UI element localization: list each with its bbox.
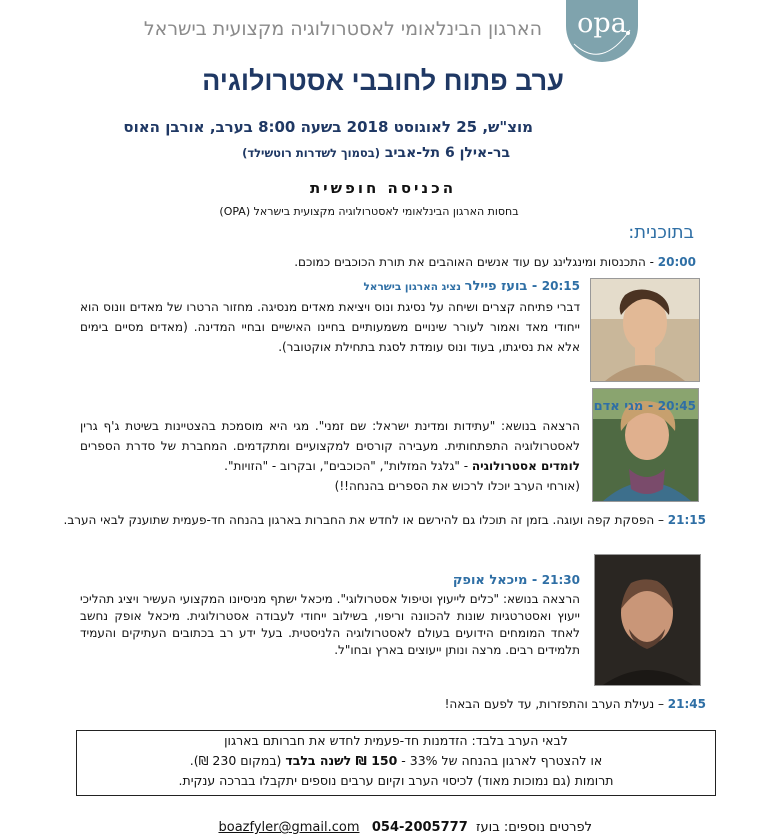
item-text: - התכנסות ומינגלינג עם עוד אנשים האוהבים את תורת הכוכבים כמוכם. [294,255,658,269]
event-address [242,145,510,161]
item-note: (אורחי הערב יוכלו לרכוש את הספרים בהנחה!!) [334,479,580,493]
program-item [80,396,696,417]
sponsor-line: בחסות הארגון הבינלאומי לאסטרולוגיה מקצועית בישראל (OPA) [219,205,519,218]
offer-price: 150 ₪ לשנה בלבד [285,753,398,768]
offer-line-1: לבאי הערב בלבד: הזדמנות חד-פעמית לחדש את חברותם בארגון [224,733,568,748]
speaker-name: - בועז פיילר [464,279,542,294]
item-description: הרצאה בנושא: "כלים לייעוץ וטיפול אסטרולוגי". מיכאל ישתף מניסיונו המקצועי העשיר ויציג תהליכי ייעוץ ואסטרטגיות שונות להכוונה וריפוי, בשילוב ייחודי לעבודה אסטרולוגית. מיכאל אופק נחשב לאחד המומחים הידועים בעולם לאסטרולוגיה הלניסטית. בעל ידע רב בכתובים העתיקים והעמיד תלמידים רבים. מרצה ונותן ייעוצים בארץ ובחו"ל. [80,592,580,657]
speaker-photo-boaz [590,278,700,382]
speaker-name: - מגי אדם [593,399,658,414]
item-text: – הפסקת קפה ועוגה. בזמן זה תוכלו גם להירשם או לחדש את החברות בארגון בהנחה חד-פעמית שתוענק לבאי הערב. [63,513,668,527]
item-time: 20:45 [657,399,696,413]
program-title: בתוכנית: [628,222,694,243]
logo-text: opa [577,8,627,39]
event-date: מוצ"ש, 25 לאוגוסט 2018 בשעה 8:00 בערב, אורבן האוס [123,118,533,136]
book-series-name: לומדים אסטרולוגיה [471,459,580,473]
membership-offer-box [76,730,716,796]
item-time: 21:45 [667,697,706,711]
program-item [56,252,696,272]
contact-footer [218,820,592,835]
item-description: הרצאה בנושא: "עתידות ומדינת ישראל: שם זמני". מגי היא מוסמכת בהצטיינות בשיטת ג'ף גרין לאסטרולוגיה התפתחותית. מעבירה קורסים למקצועיים ומתקדמים. המחברת של סדרת הספרים [80,419,580,453]
item-description: דברי פתיחה קצרים ושיחה על נסיגת ונוס ויציאת מאדים מנסיגה. מחזור הרטרו של מאדים וונוס הוא ייחודי מאד ואמור לעורר שינויים משמעותיים בחיינו האישיים ובחיי המדינה. (מאדים מסיים בימים אלא את נסיגתו, בעוד ונוס עומדת לסגת בתחילת אוקטובר). [80,300,580,354]
free-entry: הכניסה חופשית [309,179,457,197]
item-text: – נעילת הערב והתפזרות, עד לפעם הבאה! [444,697,668,711]
program-item [80,276,580,357]
program-item [80,570,580,659]
offer-discount-text: או להצטרף לארגון בהנחה של 33% - [397,753,603,768]
offer-line-3: תרומות (גם נמוכות מאוד) לכיסוי הערב וקיום ערבים נוספים יתקבלו בברכה ענקית. [178,773,614,788]
page-title: ערב פתוח לחובבי אסטרולוגיה [202,66,564,96]
item-description-cont: - "גלגל המזלות", "הכוכבים", ובקרוב - "הזויות". [224,459,472,473]
contact-label: לפרטים נוספים: בועז [476,820,592,835]
item-time: 20:15 [541,279,580,293]
offer-original-price: (במקום 230 ₪). [189,753,286,768]
offer-line-2 [77,751,715,771]
opa-logo [566,0,638,62]
org-name: הארגון הבינלאומי לאסטרולוגיה מקצועית בישראל [143,18,542,40]
speaker-subtitle: נציג הארגון בישראל [363,281,465,293]
program-item [56,510,706,530]
contact-email-link[interactable]: boazfyler@gmail.com [218,820,360,835]
address-note: (בסמוך לשדרות רוטשילד) [242,146,381,160]
contact-phone: 054-2005777 [371,820,468,835]
item-description-block [80,416,580,496]
item-time: 21:30 [541,573,580,587]
address-main: בר-אילן 6 תל-אביב [384,145,510,161]
speaker-photo-michael [594,554,701,686]
speaker-name: - מיכאל אופק [452,573,542,588]
item-time: 20:00 [657,255,696,269]
program-item [56,694,706,714]
item-time: 21:15 [667,513,706,527]
